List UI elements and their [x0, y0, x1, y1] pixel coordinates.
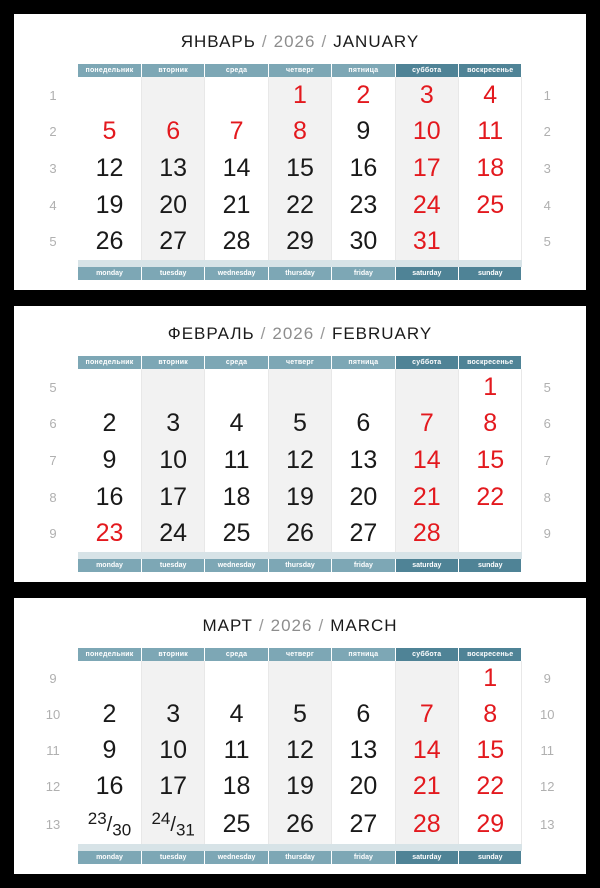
day-cell[interactable]: 16 [78, 769, 141, 805]
day-cell[interactable]: 12 [78, 150, 141, 187]
day-cell[interactable]: 9 [78, 733, 141, 769]
day-cell[interactable]: 25 [205, 805, 268, 844]
dow-header-saturday: суббота [395, 648, 458, 661]
day-cell[interactable]: 19 [268, 769, 331, 805]
day-cell[interactable]: 20 [332, 479, 395, 516]
day-cell[interactable]: 5 [78, 114, 141, 151]
dow-footer-friday: friday [332, 559, 395, 572]
dow-header-wednesday: среда [205, 648, 268, 661]
day-cell[interactable]: 21 [205, 187, 268, 224]
day-cell[interactable]: 27 [332, 805, 395, 844]
dow-footer-friday: friday [332, 851, 395, 864]
day-cell-empty [458, 515, 521, 552]
title-separator: / [318, 616, 325, 635]
month-title-1 [14, 306, 586, 356]
day-cell[interactable]: 14 [205, 150, 268, 187]
week-col-corner [522, 267, 572, 280]
day-cell[interactable]: 15 [458, 733, 521, 769]
day-cell[interactable]: 24 [395, 187, 458, 224]
day-cell[interactable]: 4 [205, 406, 268, 443]
dow-header-row [28, 648, 572, 661]
week-number-right: 5 [522, 223, 572, 260]
day-cell[interactable]: 12 [268, 733, 331, 769]
day-cell-empty [205, 369, 268, 406]
day-cell[interactable]: 3 [141, 406, 204, 443]
day-cell[interactable]: 8 [268, 114, 331, 151]
week-number-right: 4 [522, 187, 572, 224]
month-table-2 [28, 648, 572, 864]
dow-header-monday: понедельник [78, 356, 141, 369]
day-cell[interactable]: 10 [141, 442, 204, 479]
dow-footer-thursday: thursday [268, 851, 331, 864]
week-row [28, 114, 572, 151]
day-cell[interactable]: 1 [268, 77, 331, 114]
month-block-1 [14, 306, 586, 582]
day-cell[interactable]: 10 [141, 733, 204, 769]
day-cell[interactable]: 11 [205, 442, 268, 479]
week-row [28, 515, 572, 552]
day-cell[interactable]: 28 [205, 223, 268, 260]
dow-header-friday: пятница [332, 356, 395, 369]
month-name-en-0: JANUARY [333, 32, 420, 51]
day-cell[interactable]: 1 [458, 661, 521, 697]
month-table-0 [28, 64, 572, 280]
day-cell[interactable]: 10 [395, 114, 458, 151]
dow-footer-tuesday: tuesday [141, 267, 204, 280]
day-cell[interactable]: 14 [395, 733, 458, 769]
week-number-left: 6 [28, 406, 78, 443]
week-number-left: 8 [28, 479, 78, 516]
month-year-1: 2026 [272, 324, 315, 343]
week-row [28, 479, 572, 516]
month-grid-wrap-2 [14, 648, 586, 874]
day-cell[interactable]: 7 [395, 406, 458, 443]
day-cell-empty [268, 661, 331, 697]
week-row [28, 77, 572, 114]
month-body-1 [28, 369, 572, 552]
dow-header-monday: понедельник [78, 64, 141, 77]
dow-header-tuesday: вторник [141, 356, 204, 369]
day-cell-empty [395, 661, 458, 697]
dow-header-sunday: воскресенье [458, 64, 521, 77]
week-row [28, 406, 572, 443]
month-name-ru-1: ФЕВРАЛЬ [167, 324, 255, 343]
dow-header-sunday: воскресенье [458, 648, 521, 661]
day-cell[interactable]: 8 [458, 406, 521, 443]
week-row [28, 187, 572, 224]
dow-footer-monday: monday [78, 267, 141, 280]
day-cell[interactable]: 19 [268, 479, 331, 516]
dow-header-thursday: четверг [268, 64, 331, 77]
week-number-right: 3 [522, 150, 572, 187]
day-cell[interactable]: 18 [205, 479, 268, 516]
week-col-corner [522, 356, 572, 369]
day-cell-empty [395, 369, 458, 406]
dow-header-wednesday: среда [205, 356, 268, 369]
week-number-right: 6 [522, 406, 572, 443]
day-cell-double: $^{23}/_{30}$ [87, 808, 132, 840]
day-cell[interactable]: 31 [395, 223, 458, 260]
dow-footer-wednesday: wednesday [205, 851, 268, 864]
day-cell[interactable]: 14 [395, 442, 458, 479]
day-cell[interactable] [78, 805, 141, 844]
week-number-left: 9 [28, 661, 78, 697]
week-col-corner [28, 64, 78, 77]
day-cell[interactable]: 25 [458, 187, 521, 224]
month-year-2: 2026 [270, 616, 313, 635]
day-cell[interactable]: 13 [141, 150, 204, 187]
day-cell[interactable]: 2 [78, 406, 141, 443]
day-cell-empty [78, 77, 141, 114]
month-title-2 [14, 598, 586, 648]
dow-footer-sunday: sunday [458, 559, 521, 572]
footer-spacer-row [28, 552, 572, 559]
dow-header-tuesday: вторник [141, 64, 204, 77]
dow-footer-sunday: sunday [458, 267, 521, 280]
dow-header-tuesday: вторник [141, 648, 204, 661]
day-cell[interactable]: 15 [268, 150, 331, 187]
day-cell[interactable]: 17 [141, 769, 204, 805]
day-cell[interactable]: 28 [395, 515, 458, 552]
dow-footer-wednesday: wednesday [205, 559, 268, 572]
week-row [28, 223, 572, 260]
day-cell[interactable]: 18 [458, 150, 521, 187]
dow-footer-tuesday: tuesday [141, 559, 204, 572]
dow-footer-saturday: saturday [395, 559, 458, 572]
day-cell[interactable]: 29 [458, 805, 521, 844]
day-cell[interactable]: 5 [268, 697, 331, 733]
week-number-left: 3 [28, 150, 78, 187]
week-col-corner [522, 648, 572, 661]
week-row [28, 369, 572, 406]
month-name-en-1: FEBRUARY [331, 324, 433, 343]
day-cell-empty [205, 661, 268, 697]
week-number-right: 9 [522, 515, 572, 552]
month-name-ru-2: МАРТ [202, 616, 253, 635]
day-cell[interactable]: 6 [332, 406, 395, 443]
week-row [28, 442, 572, 479]
title-separator: / [258, 616, 265, 635]
month-block-2 [14, 598, 586, 874]
month-body-0 [28, 77, 572, 260]
dow-header-thursday: четверг [268, 648, 331, 661]
day-cell[interactable]: 9 [332, 114, 395, 151]
week-col-corner [28, 267, 78, 280]
day-cell[interactable]: 30 [332, 223, 395, 260]
title-separator: / [261, 32, 268, 51]
day-cell[interactable]: 17 [395, 150, 458, 187]
week-col-corner [522, 851, 572, 864]
dow-header-wednesday: среда [205, 64, 268, 77]
day-cell[interactable]: 25 [205, 515, 268, 552]
week-col-corner [522, 64, 572, 77]
month-block-0 [14, 14, 586, 290]
dow-header-row [28, 64, 572, 77]
week-number-right: 11 [522, 733, 572, 769]
month-name-en-2: MARCH [330, 616, 398, 635]
week-number-right: 13 [522, 805, 572, 844]
week-number-left: 11 [28, 733, 78, 769]
day-cell[interactable]: 19 [78, 187, 141, 224]
day-cell[interactable]: 16 [332, 150, 395, 187]
day-cell-empty [78, 661, 141, 697]
week-number-right: 12 [522, 769, 572, 805]
month-year-0: 2026 [273, 32, 316, 51]
day-cell[interactable]: 17 [141, 479, 204, 516]
day-cell[interactable]: 12 [268, 442, 331, 479]
dow-header-monday: понедельник [78, 648, 141, 661]
dow-header-row [28, 356, 572, 369]
week-number-left: 9 [28, 515, 78, 552]
week-row [28, 697, 572, 733]
day-cell[interactable]: 29 [268, 223, 331, 260]
dow-footer-monday: monday [78, 851, 141, 864]
day-cell-empty [205, 77, 268, 114]
dow-footer-friday: friday [332, 267, 395, 280]
day-cell[interactable]: 4 [205, 697, 268, 733]
week-number-left: 2 [28, 114, 78, 151]
day-cell[interactable]: 26 [268, 805, 331, 844]
dow-header-friday: пятница [332, 64, 395, 77]
day-cell-double: $^{24}/_{31}$ [151, 808, 195, 840]
dow-header-sunday: воскресенье [458, 356, 521, 369]
month-title-0 [14, 14, 586, 64]
week-number-left: 5 [28, 223, 78, 260]
dow-header-saturday: суббота [395, 64, 458, 77]
dow-footer-row [28, 559, 572, 572]
day-cell[interactable]: 22 [268, 187, 331, 224]
month-grid-wrap-0 [14, 64, 586, 290]
dow-header-saturday: суббота [395, 356, 458, 369]
day-cell[interactable]: 6 [332, 697, 395, 733]
dow-header-friday: пятница [332, 648, 395, 661]
day-cell[interactable] [141, 805, 204, 844]
day-cell[interactable]: 21 [395, 479, 458, 516]
day-cell[interactable]: 21 [395, 769, 458, 805]
day-cell[interactable]: 24 [141, 515, 204, 552]
day-cell[interactable]: 20 [141, 187, 204, 224]
day-cell[interactable]: 22 [458, 479, 521, 516]
week-row [28, 661, 572, 697]
week-col-corner [28, 356, 78, 369]
dow-footer-wednesday: wednesday [205, 267, 268, 280]
dow-footer-row [28, 851, 572, 864]
day-cell[interactable]: 13 [332, 733, 395, 769]
day-cell-empty [458, 223, 521, 260]
day-cell[interactable]: 16 [78, 479, 141, 516]
day-cell[interactable]: 11 [458, 114, 521, 151]
week-number-right: 1 [522, 77, 572, 114]
week-row [28, 805, 572, 844]
day-cell[interactable]: 9 [78, 442, 141, 479]
footer-spacer-row [28, 260, 572, 267]
day-cell[interactable]: 3 [141, 697, 204, 733]
day-cell-empty [78, 369, 141, 406]
dow-footer-row [28, 267, 572, 280]
day-cell[interactable]: 7 [395, 697, 458, 733]
day-cell[interactable]: 8 [458, 697, 521, 733]
dow-footer-thursday: thursday [268, 559, 331, 572]
day-cell-empty [332, 661, 395, 697]
day-cell-empty [332, 369, 395, 406]
dow-footer-saturday: saturday [395, 267, 458, 280]
day-cell[interactable]: 2 [332, 77, 395, 114]
dow-footer-tuesday: tuesday [141, 851, 204, 864]
month-table-1 [28, 356, 572, 572]
day-cell[interactable]: 18 [205, 769, 268, 805]
day-cell[interactable]: 4 [458, 77, 521, 114]
title-separator: / [321, 32, 328, 51]
month-grid-wrap-1 [14, 356, 586, 582]
week-number-left: 1 [28, 77, 78, 114]
day-cell[interactable]: 20 [332, 769, 395, 805]
day-cell[interactable]: 3 [395, 77, 458, 114]
day-cell[interactable]: 15 [458, 442, 521, 479]
week-row [28, 733, 572, 769]
week-col-corner [28, 559, 78, 572]
week-col-corner [28, 851, 78, 864]
day-cell[interactable]: 2 [78, 697, 141, 733]
day-cell[interactable]: 27 [332, 515, 395, 552]
day-cell[interactable]: 27 [141, 223, 204, 260]
dow-header-thursday: четверг [268, 356, 331, 369]
day-cell-empty [141, 661, 204, 697]
day-cell[interactable]: 7 [205, 114, 268, 151]
day-cell[interactable]: 28 [395, 805, 458, 844]
day-cell-empty [141, 369, 204, 406]
week-number-right: 10 [522, 697, 572, 733]
week-number-right: 9 [522, 661, 572, 697]
week-number-left: 5 [28, 369, 78, 406]
day-cell[interactable]: 1 [458, 369, 521, 406]
week-number-right: 2 [522, 114, 572, 151]
week-number-left: 4 [28, 187, 78, 224]
week-col-corner [28, 648, 78, 661]
week-number-right: 5 [522, 369, 572, 406]
day-cell[interactable]: 23 [78, 515, 141, 552]
day-cell[interactable]: 13 [332, 442, 395, 479]
month-body-2 [28, 661, 572, 844]
day-cell[interactable]: 11 [205, 733, 268, 769]
title-separator: / [320, 324, 326, 343]
week-number-right: 7 [522, 442, 572, 479]
day-cell[interactable]: 26 [78, 223, 141, 260]
month-name-ru-0: ЯНВАРЬ [180, 32, 256, 51]
day-cell[interactable]: 6 [141, 114, 204, 151]
day-cell[interactable]: 23 [332, 187, 395, 224]
day-cell[interactable]: 22 [458, 769, 521, 805]
day-cell-empty [268, 369, 331, 406]
week-row [28, 769, 572, 805]
dow-footer-saturday: saturday [395, 851, 458, 864]
day-cell-empty [141, 77, 204, 114]
footer-spacer-row [28, 844, 572, 851]
dow-footer-sunday: sunday [458, 851, 521, 864]
dow-footer-monday: monday [78, 559, 141, 572]
day-cell[interactable]: 26 [268, 515, 331, 552]
week-number-left: 7 [28, 442, 78, 479]
week-number-left: 10 [28, 697, 78, 733]
title-separator: / [260, 324, 267, 343]
week-number-left: 12 [28, 769, 78, 805]
dow-footer-thursday: thursday [268, 267, 331, 280]
day-cell[interactable]: 5 [268, 406, 331, 443]
week-number-right: 8 [522, 479, 572, 516]
week-row [28, 150, 572, 187]
week-col-corner [522, 559, 572, 572]
week-number-left: 13 [28, 805, 78, 844]
